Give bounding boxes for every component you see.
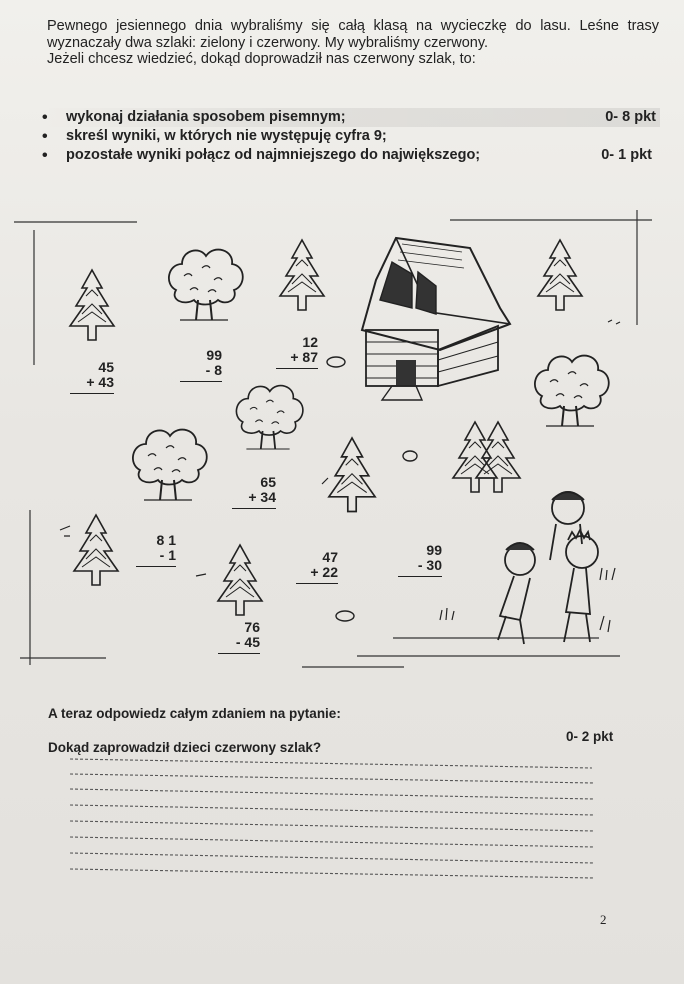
task-text: wykonaj działania sposobem pisemnym; [66,109,346,125]
answer-line[interactable] [70,853,594,863]
operand-bottom: - 30 [417,557,442,573]
answer-line[interactable] [70,869,594,878]
result-line [276,368,318,369]
task-points: 0- 1 pkt [601,147,652,163]
operand-bottom: + 22 [310,564,338,580]
result-line [70,393,114,394]
operand-bottom: - 45 [235,634,260,650]
operation [296,550,338,584]
page-number: 2 [600,912,607,927]
operand-bottom: - 8 [205,362,222,378]
intro-instruction: Jeżeli chcesz wiedzieć, dokąd doprowadził nas czerwony szlak, to: [47,51,476,67]
result-line [136,566,176,567]
operation [232,475,276,509]
answer-lines[interactable] [0,750,684,890]
task-item [40,146,660,165]
operation [70,360,114,394]
intro-paragraph: Pewnego jesiennego dnia wybraliśmy się całą klasą na wycieczkę do lasu. Leśne trasy wyznaczały dwa szlaki: zielony i czerwony. My wybraliśmy czerwony. [47,18,659,51]
answer-line[interactable] [70,774,594,783]
operand-top: 99 [206,347,222,363]
task-text: skreśl wyniki, w których nie występuję cyfra 9; [66,128,387,144]
operation [218,620,260,654]
question-text: Dokąd zaprowadził dzieci czerwony szlak? [48,740,322,755]
children-drawing [498,492,598,644]
operand-top: 12 [302,334,318,350]
operation [136,533,176,567]
question-intro: A teraz odpowiedz całym zdaniem na pytanie: [48,706,341,721]
operand-top: 45 [98,359,114,375]
result-line [398,576,442,577]
operand-bottom: + 34 [248,489,276,505]
forest-drawing [0,200,684,680]
task-points: 0- 8 pkt [605,109,656,125]
operand-bottom: + 87 [290,349,318,365]
operand-top: 8 1 [156,532,176,548]
answer-line[interactable] [70,805,594,815]
task-item [40,127,660,146]
answer-line[interactable] [70,789,594,799]
result-line [232,508,276,509]
operation [398,543,442,577]
answer-line[interactable] [70,759,592,768]
operand-bottom: + 43 [86,374,114,390]
result-line [180,381,222,382]
operation [276,335,318,369]
answer-line[interactable] [70,837,594,847]
task-item [40,108,660,127]
operand-bottom: - 1 [159,547,176,563]
operand-top: 65 [260,474,276,490]
result-line [218,653,260,654]
operand-top: 99 [426,542,442,558]
result-line [296,583,338,584]
question-points: 0- 2 pkt [566,729,614,744]
answer-line[interactable] [70,821,594,831]
task-list [40,108,660,165]
operand-top: 47 [322,549,338,565]
operand-top: 76 [244,619,260,635]
house-drawing [327,238,510,400]
intro-text [47,18,659,68]
task-text: pozostałe wyniki połącz od najmniejszego do największego; [66,147,481,163]
forest-illustration [0,200,684,680]
operation [180,348,222,382]
